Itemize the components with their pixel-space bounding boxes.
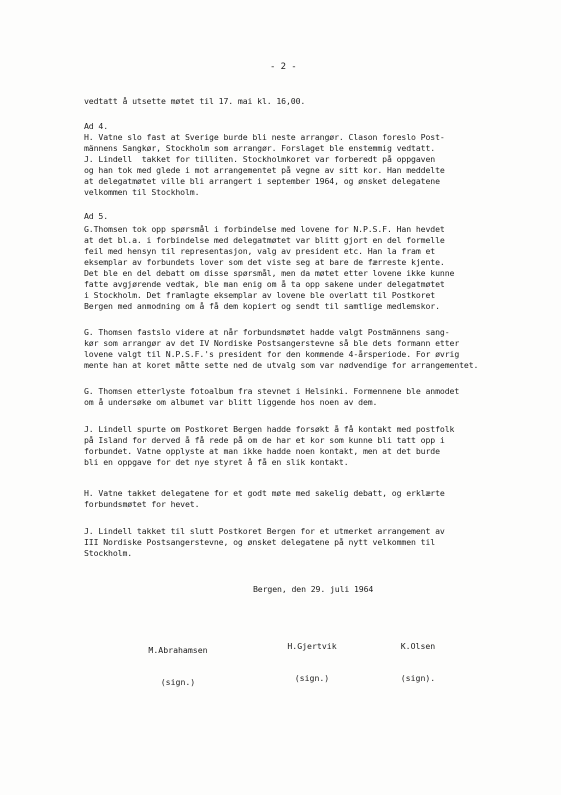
ad5-para4-line: J. Lindell spurte om Postkoret Bergen hadde forsøkt å få kontakt med postfolk [84,424,455,434]
intro-line: vedtatt å utsette møtet til 17. mai kl. 16,00. [84,96,306,106]
signature-note: (sign.) [160,676,196,687]
signature-block [133,624,223,709]
ad5-para2-line: kør som arrangør av det IV Nordiske Postsangerstevne så ble dets formann etter [84,338,460,348]
ad4-line: J. Lindell takket for tilliten. Stockholmkoret var forberedt på oppgaven [84,154,436,164]
signature-name: H.Gjertvik [287,641,337,652]
signature-note: (sign). [400,672,436,683]
signature-block [383,620,453,705]
ad5-para1-line: i Stockholm. Det framlagte eksemplar av lovene ble overlatt til Postkoret [84,290,436,300]
ad5-para6-line: Stockholm. [84,548,133,558]
ad5-para4-line: forbundet. Vatne opplyste at man ikke hadde noen kontakt, men at det burde [84,446,440,456]
ad5-para1-line: Bergen med anmodning om å få dem kopiert og sendt til samtlige medlemskor. [84,301,440,311]
ad5-para3-line: G. Thomsen etterlyste fotoalbum fra stevnet i Helsinki. Formennene ble anmodet [84,386,460,396]
signature-name: K.Olsen [400,641,436,652]
ad4-heading: Ad 4. [84,121,109,131]
ad5-para3-line: om å undersøke om albumet var blitt liggende hos noen av dem. [84,397,378,407]
ad5-para2-line: G. Thomsen fastslo videre at når forbundsmøtet hadde valgt Postmännens sang- [84,327,450,337]
ad5-para1-line: feil med hensyn til representasjon, valg av president etc. Han la fram et [84,246,436,256]
ad5-para2-line: lovene valgt til N.P.S.F.'s president for den kommende 4-årsperiode. For øvrig [84,349,460,359]
ad5-para6-line: J. Lindell takket til slutt Postkoret Bergen for et utmerket arrangement av [84,526,445,536]
ad5-para1-line: eksemplar av forbundets lover som det viste seg at bare de færreste kjente. [84,257,445,267]
ad5-para6-line: III Nordiske Postsangerstevne, og ønsket delegatene på nytt velkommen til [84,537,436,547]
ad4-line: og han tok med glede i mot arrangementet på vegne av sitt kor. Han meddelte [84,165,445,175]
ad5-para1-line: G.Thomsen tok opp spørsmål i forbindelse med lovene for N.P.S.F. Han hevdet [84,224,445,234]
ad5-para2-line: mente han at koret måtte sette ned de utvalg som var nødvendige for arrangementet. [84,360,479,370]
ad5-para4-line: på Island for derved å få rede på om de har et kor som kunne bli tatt opp i [84,435,445,445]
signature-name: M.Abrahamsen [148,645,208,656]
ad4-line: männens Sangkør, Stockholm som arrangør. Forslaget ble enstemmig vedtatt. [84,143,436,153]
ad4-line: at delegatmøtet ville bli arrangert i september 1964, og ønsket delegatene [84,176,440,186]
signature-note: (sign.) [294,672,330,683]
ad5-para5-line: forbundsmøtet for hevet. [84,499,200,509]
ad5-para1-line: fatte avgjørende vedtak, ble man enig om å ta opp sakene under delegatmøtet [84,279,445,289]
ad5-para1-line: Det ble en del debatt om disse spørsmål, men da møtet etter lovene ikke kunne [84,268,455,278]
place-date: Bergen, den 29. juli 1964 [253,584,374,594]
ad4-line: velkommen til Stockholm. [84,187,200,197]
ad5-para4-line: bli en oppgave for det nye styret å få en slik kontakt. [84,457,349,467]
signature-block [272,620,352,705]
ad5-heading: Ad 5. [84,211,109,221]
ad5-para1-line: at det bl.a. i forbindelse med delegatmøtet var blitt gjort en del formelle [84,235,445,245]
ad4-line: H. Vatne slo fast at Sverige burde bli neste arrangør. Clason foreslo Post- [84,132,445,142]
page-number: - 2 - [270,62,297,72]
ad5-para5-line: H. Vatne takket delegatene for et godt møte med sakelig debatt, og erklærte [84,488,445,498]
